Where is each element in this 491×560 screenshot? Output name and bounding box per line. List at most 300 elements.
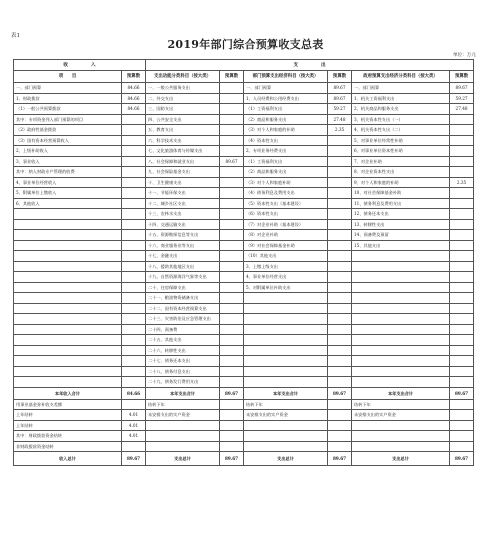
label-cell: 1、机关工资福利支出: [352, 93, 450, 104]
budget-summary-table: [13, 59, 474, 466]
label-cell: 二十一、粮油物资储备支出: [146, 293, 220, 304]
label-cell: （6）资本性支出: [244, 209, 328, 220]
amount-cell: [122, 209, 146, 220]
label-cell: 十七、金融支出: [146, 251, 220, 262]
amount-cell: [122, 356, 146, 367]
table-row: [14, 219, 474, 230]
label-cell: 二十四、预备费: [146, 324, 220, 335]
table-row: [14, 83, 474, 94]
amount-cell: [122, 399, 146, 410]
amount-cell: [122, 114, 146, 125]
table-row: [14, 366, 474, 377]
amount-cell: [122, 230, 146, 241]
label-cell: 用事业基金弥补收支差额: [14, 399, 122, 410]
table-row: [14, 156, 474, 167]
label-cell: 一、部门预算: [244, 83, 328, 94]
amount-cell: [220, 261, 244, 272]
amount-cell: 4.01: [122, 420, 146, 431]
table-row: [14, 104, 474, 115]
amount-cell: [450, 261, 474, 272]
label-cell: [14, 324, 122, 335]
label-cell: 七、文化旅游体育与传媒支出: [146, 146, 220, 157]
table-row: [14, 303, 474, 314]
label-cell: [352, 293, 450, 304]
label-cell: [146, 420, 220, 431]
amount-cell: [328, 377, 352, 388]
label-cell: 十九、自然资源海洋气象等支出: [146, 272, 220, 283]
amount-cell: [220, 125, 244, 136]
table-row: [14, 167, 474, 178]
label-cell: [352, 431, 450, 442]
amount-cell: [328, 293, 352, 304]
label-cell: （7）对企业补助（基本建设）: [244, 219, 328, 230]
label-cell: [352, 314, 450, 325]
label-cell: （10）其他支出: [244, 251, 328, 262]
table-row: [14, 240, 474, 251]
label-cell: 十四、交通运输支出: [146, 219, 220, 230]
amount-cell: [450, 240, 474, 251]
label-cell: 5、对附属单位补助支出: [244, 282, 328, 293]
label-cell: 本年收入合计: [14, 387, 122, 399]
amount-cell: 89.67: [328, 93, 352, 104]
amount-cell: [122, 345, 146, 356]
label-cell: 1、人员经费和公用经费支出: [244, 93, 328, 104]
amount-cell: [122, 156, 146, 167]
amount-cell: [450, 345, 474, 356]
label-cell: [244, 293, 328, 304]
amount-cell: 4.01: [122, 410, 146, 421]
amount-cell: [220, 114, 244, 125]
table-row: [14, 441, 474, 452]
label-cell: [352, 441, 450, 452]
amount-cell: [122, 272, 146, 283]
amount-cell: 84.66: [122, 83, 146, 94]
label-cell: 15、其他支出: [352, 240, 450, 251]
label-cell: 上年结转: [14, 410, 122, 421]
label-cell: （4）资本性支出: [244, 135, 328, 146]
table-row: [14, 93, 474, 104]
label-cell: 支出总计: [244, 452, 328, 466]
amount-cell: [220, 441, 244, 452]
label-cell: 2、机关商品和服务支出: [352, 104, 450, 115]
label-cell: 6、对事业单位资本性补助: [352, 146, 450, 157]
label-cell: [146, 441, 220, 452]
label-cell: [14, 303, 122, 314]
amount-cell: [122, 125, 146, 136]
label-cell: [14, 219, 122, 230]
label-cell: [14, 251, 122, 262]
amount-cell: [450, 431, 474, 442]
label-cell: [244, 356, 328, 367]
amount-cell: 89.67: [122, 452, 146, 466]
amount-cell: [122, 261, 146, 272]
amount-cell: [450, 377, 474, 388]
label-cell: 1、财政拨款: [14, 93, 122, 104]
table-row: [14, 114, 474, 125]
label-cell: 十六、商业服务业等支出: [146, 240, 220, 251]
amount-cell: [328, 314, 352, 325]
amount-cell: 2.35: [328, 125, 352, 136]
table-row: [14, 431, 474, 442]
label-cell: 未安排支出的实户资金: [244, 410, 328, 421]
label-cell: 13、转移性支出: [352, 219, 450, 230]
table-row: [14, 293, 474, 304]
header-dept-econ-class: 部门预算支出经济科目（按大类）: [244, 71, 328, 83]
label-cell: [352, 356, 450, 367]
label-cell: [244, 441, 328, 452]
amount-cell: [122, 167, 146, 178]
label-cell: [352, 335, 450, 346]
amount-cell: [220, 410, 244, 421]
label-cell: 收入总计: [14, 452, 122, 466]
amount-cell: 84.66: [122, 387, 146, 399]
amount-cell: [122, 303, 146, 314]
amount-cell: [220, 356, 244, 367]
amount-cell: [122, 135, 146, 146]
label-cell: （1）一般公共预算拨款: [14, 104, 122, 115]
label-cell: 未安排支出的实户资金: [352, 410, 450, 421]
amount-cell: 89.67: [450, 83, 474, 94]
amount-cell: [328, 209, 352, 220]
amount-cell: [220, 135, 244, 146]
table-row: [14, 377, 474, 388]
label-cell: [352, 345, 450, 356]
amount-cell: [122, 177, 146, 188]
unit-label: 单位：万元: [453, 53, 476, 58]
label-cell: [14, 282, 122, 293]
amount-cell: [328, 303, 352, 314]
label-cell: 6、其他收入: [14, 198, 122, 209]
amount-cell: [450, 293, 474, 304]
label-cell: 二十七、债务还本支出: [146, 356, 220, 367]
amount-cell: 84.66: [122, 104, 146, 115]
label-cell: 一、一般公共服务支出: [146, 83, 220, 94]
header-budget: 预算数: [122, 71, 146, 83]
amount-cell: [450, 219, 474, 230]
label-cell: 2、专项业务经费支出: [244, 146, 328, 157]
amount-cell: [328, 366, 352, 377]
label-cell: [352, 377, 450, 388]
label-cell: 十八、援助其他地区支出: [146, 261, 220, 272]
label-cell: 结转下年: [352, 399, 450, 410]
label-cell: 上年结转: [14, 420, 122, 431]
amount-cell: 59.27: [328, 104, 352, 115]
header-budget: 预算数: [328, 71, 352, 83]
table-row: [14, 282, 474, 293]
amount-cell: [450, 410, 474, 421]
label-cell: 八、社会保障和就业支出: [146, 156, 220, 167]
amount-cell: 84.66: [122, 93, 146, 104]
amount-cell: [220, 303, 244, 314]
label-cell: 十二、城乡社区支出: [146, 198, 220, 209]
amount-cell: 59.27: [450, 93, 474, 104]
amount-cell: [220, 219, 244, 230]
table-row: [14, 356, 474, 367]
amount-cell: [220, 240, 244, 251]
amount-cell: [328, 335, 352, 346]
label-cell: [352, 272, 450, 283]
label-cell: 一、部门预算: [14, 83, 122, 94]
amount-cell: [220, 104, 244, 115]
amount-cell: 27.48: [328, 114, 352, 125]
amount-cell: [328, 420, 352, 431]
label-cell: 未安排支出的实户资金: [146, 410, 220, 421]
amount-cell: [220, 177, 244, 188]
amount-cell: [220, 366, 244, 377]
amount-cell: [328, 167, 352, 178]
amount-cell: 89.67: [328, 83, 352, 94]
amount-cell: [122, 219, 146, 230]
amount-cell: [328, 177, 352, 188]
label-cell: [14, 377, 122, 388]
amount-cell: [122, 366, 146, 377]
amount-cell: [220, 93, 244, 104]
label-cell: 六、科学技术支出: [146, 135, 220, 146]
label-cell: [352, 282, 450, 293]
table-row: [14, 420, 474, 431]
label-cell: [14, 240, 122, 251]
label-cell: [14, 261, 122, 272]
amount-cell: [220, 272, 244, 283]
amount-cell: [450, 156, 474, 167]
label-cell: [14, 272, 122, 283]
amount-cell: [450, 188, 474, 199]
table-row: [14, 324, 474, 335]
label-cell: 其中：纳入财政专户管理的收费: [14, 167, 122, 178]
amount-cell: [450, 272, 474, 283]
amount-cell: [122, 335, 146, 346]
amount-cell: [450, 420, 474, 431]
header-gov-econ-class: 政府预算支出经济分类科目（按大类）: [352, 71, 450, 83]
label-cell: 其中：专项资金列入部门预算的项目: [14, 114, 122, 125]
amount-cell: [220, 420, 244, 431]
label-cell: [244, 303, 328, 314]
label-cell: （9）对社会保障基金补助: [244, 240, 328, 251]
amount-cell: [220, 83, 244, 94]
amount-cell: 4.01: [122, 431, 146, 442]
header-budget: 预算数: [220, 71, 244, 83]
label-cell: 支出总计: [146, 452, 220, 466]
label-cell: 五、教育支出: [146, 125, 220, 136]
table-row: [14, 125, 474, 136]
table-row: [14, 146, 474, 157]
label-cell: 二十二、国有资本经营预算支出: [146, 303, 220, 314]
label-cell: 4、事业单位经营支出: [244, 272, 328, 283]
amount-cell: [328, 240, 352, 251]
amount-cell: [220, 188, 244, 199]
amount-cell: [328, 410, 352, 421]
page-title: 2019年部门综合预算收支总表: [167, 38, 324, 51]
label-cell: 十一、节能环保支出: [146, 188, 220, 199]
amount-cell: 89.67: [220, 156, 244, 167]
amount-cell: [328, 230, 352, 241]
amount-cell: [450, 366, 474, 377]
table-row: [14, 272, 474, 283]
label-cell: 四、公共安全支出: [146, 114, 220, 125]
amount-cell: [220, 293, 244, 304]
amount-cell: 89.67: [220, 387, 244, 399]
amount-cell: [122, 188, 146, 199]
label-cell: 4、事业单位经营收入: [14, 177, 122, 188]
table-row: [14, 177, 474, 188]
amount-cell: [122, 146, 146, 157]
amount-cell: 89.67: [450, 452, 474, 466]
label-cell: 三、国防支出: [146, 104, 220, 115]
amount-cell: [122, 377, 146, 388]
table-row: [14, 345, 474, 356]
amount-cell: [450, 314, 474, 325]
table-row: [14, 209, 474, 220]
label-cell: （4）债务利息及费用支出: [244, 188, 328, 199]
amount-cell: [450, 251, 474, 262]
amount-cell: [328, 441, 352, 452]
label-cell: [244, 420, 328, 431]
label-cell: 二十五、其他支出: [146, 335, 220, 346]
amount-cell: [450, 356, 474, 367]
expense-group-header: 支 出: [146, 60, 474, 71]
label-cell: 10、对社会保障基金补助: [352, 188, 450, 199]
label-cell: 本年支出合计: [244, 387, 328, 399]
amount-cell: [450, 125, 474, 136]
amount-cell: [450, 335, 474, 346]
amount-cell: [450, 135, 474, 146]
label-cell: 3、上缴上级支出: [244, 261, 328, 272]
amount-cell: [450, 303, 474, 314]
table-row: [14, 335, 474, 346]
amount-cell: [328, 146, 352, 157]
label-cell: [14, 314, 122, 325]
amount-cell: [220, 198, 244, 209]
table-row: [14, 135, 474, 146]
amount-cell: [220, 314, 244, 325]
label-cell: （1）工资福利支出: [244, 104, 328, 115]
label-cell: 九、社会保险基金支出: [146, 167, 220, 178]
amount-cell: [450, 198, 474, 209]
amount-cell: [328, 156, 352, 167]
label-cell: 二十三、灾害防治及应急管理支出: [146, 314, 220, 325]
table-row: [14, 410, 474, 421]
label-cell: 14、预备费及预留: [352, 230, 450, 241]
label-cell: （3）国有资本经营预算收入: [14, 135, 122, 146]
label-cell: 一、部门预算: [352, 83, 450, 94]
amount-cell: [122, 240, 146, 251]
label-cell: 二十九、债务发行费用支出: [146, 377, 220, 388]
label-cell: 本年支出合计: [352, 387, 450, 399]
amount-cell: [450, 441, 474, 452]
label-cell: 十、卫生健康支出: [146, 177, 220, 188]
amount-cell: [328, 356, 352, 367]
label-cell: [14, 356, 122, 367]
amount-cell: [328, 272, 352, 283]
label-cell: （2）商品和服务支出: [244, 167, 328, 178]
label-cell: （1）工资福利支出: [244, 156, 328, 167]
label-cell: 结转下年: [146, 399, 220, 410]
label-cell: [14, 335, 122, 346]
label-cell: 二十八、债务付息支出: [146, 366, 220, 377]
amount-cell: [220, 282, 244, 293]
label-cell: [352, 261, 450, 272]
amount-cell: 89.67: [328, 387, 352, 399]
label-cell: 二十六、转移性支出: [146, 345, 220, 356]
amount-cell: [328, 198, 352, 209]
label-cell: [352, 251, 450, 262]
table-row: [14, 452, 474, 466]
amount-cell: [122, 314, 146, 325]
label-cell: 8、对企业资本性支出: [352, 167, 450, 178]
amount-cell: [328, 188, 352, 199]
label-cell: [352, 324, 450, 335]
amount-cell: [122, 324, 146, 335]
label-cell: [14, 293, 122, 304]
amount-cell: [220, 335, 244, 346]
label-cell: [244, 345, 328, 356]
label-cell: 7、对企业补助: [352, 156, 450, 167]
label-cell: [14, 366, 122, 377]
label-cell: （3）对个人和家庭补助: [244, 177, 328, 188]
amount-cell: [450, 167, 474, 178]
label-cell: （3）对个人和家庭的补助: [244, 125, 328, 136]
label-cell: 十三、农林水支出: [146, 209, 220, 220]
label-cell: [244, 324, 328, 335]
table-row: [14, 198, 474, 209]
label-cell: [244, 431, 328, 442]
amount-cell: [122, 293, 146, 304]
table-row: [14, 251, 474, 262]
amount-cell: 89.67: [328, 452, 352, 466]
label-cell: （2）商品和服务支出: [244, 114, 328, 125]
label-cell: 3、事业收入: [14, 156, 122, 167]
label-cell: [352, 420, 450, 431]
amount-cell: [220, 230, 244, 241]
amount-cell: [328, 431, 352, 442]
amount-cell: 89.67: [220, 452, 244, 466]
label-cell: [352, 303, 450, 314]
label-cell: [244, 335, 328, 346]
label-cell: （2）政府性基金拨款: [14, 125, 122, 136]
label-cell: [244, 377, 328, 388]
amount-cell: [328, 399, 352, 410]
table-number: 表1: [11, 33, 20, 39]
amount-cell: [220, 431, 244, 442]
amount-cell: [450, 114, 474, 125]
amount-cell: [122, 198, 146, 209]
label-cell: （8）对企业补助: [244, 230, 328, 241]
income-group-header: 收 入: [14, 60, 146, 71]
label-cell: [14, 345, 122, 356]
amount-cell: 2.35: [450, 177, 474, 188]
amount-cell: [220, 251, 244, 262]
amount-cell: [328, 324, 352, 335]
label-cell: （5）资本性支出（基本建设）: [244, 198, 328, 209]
label-cell: 二十、住房保障支出: [146, 282, 220, 293]
table-row: [14, 261, 474, 272]
label-cell: 2、上级补助收入: [14, 146, 122, 157]
label-cell: 3、机关资本性支出（一）: [352, 114, 450, 125]
label-cell: 非财政拨款资金结转: [14, 441, 122, 452]
amount-cell: [122, 282, 146, 293]
table-row: [14, 188, 474, 199]
amount-cell: [220, 146, 244, 157]
amount-cell: [450, 324, 474, 335]
label-cell: 11、债务利息及费用支出: [352, 198, 450, 209]
header-item: 项 目: [14, 71, 122, 83]
label-cell: 9、对个人和家庭的补助: [352, 177, 450, 188]
amount-cell: [122, 441, 146, 452]
amount-cell: [328, 345, 352, 356]
header-function-class: 支出功能分类科目（按大类）: [146, 71, 220, 83]
label-cell: [14, 209, 122, 220]
label-cell: 其中：财政拨款资金结转: [14, 431, 122, 442]
